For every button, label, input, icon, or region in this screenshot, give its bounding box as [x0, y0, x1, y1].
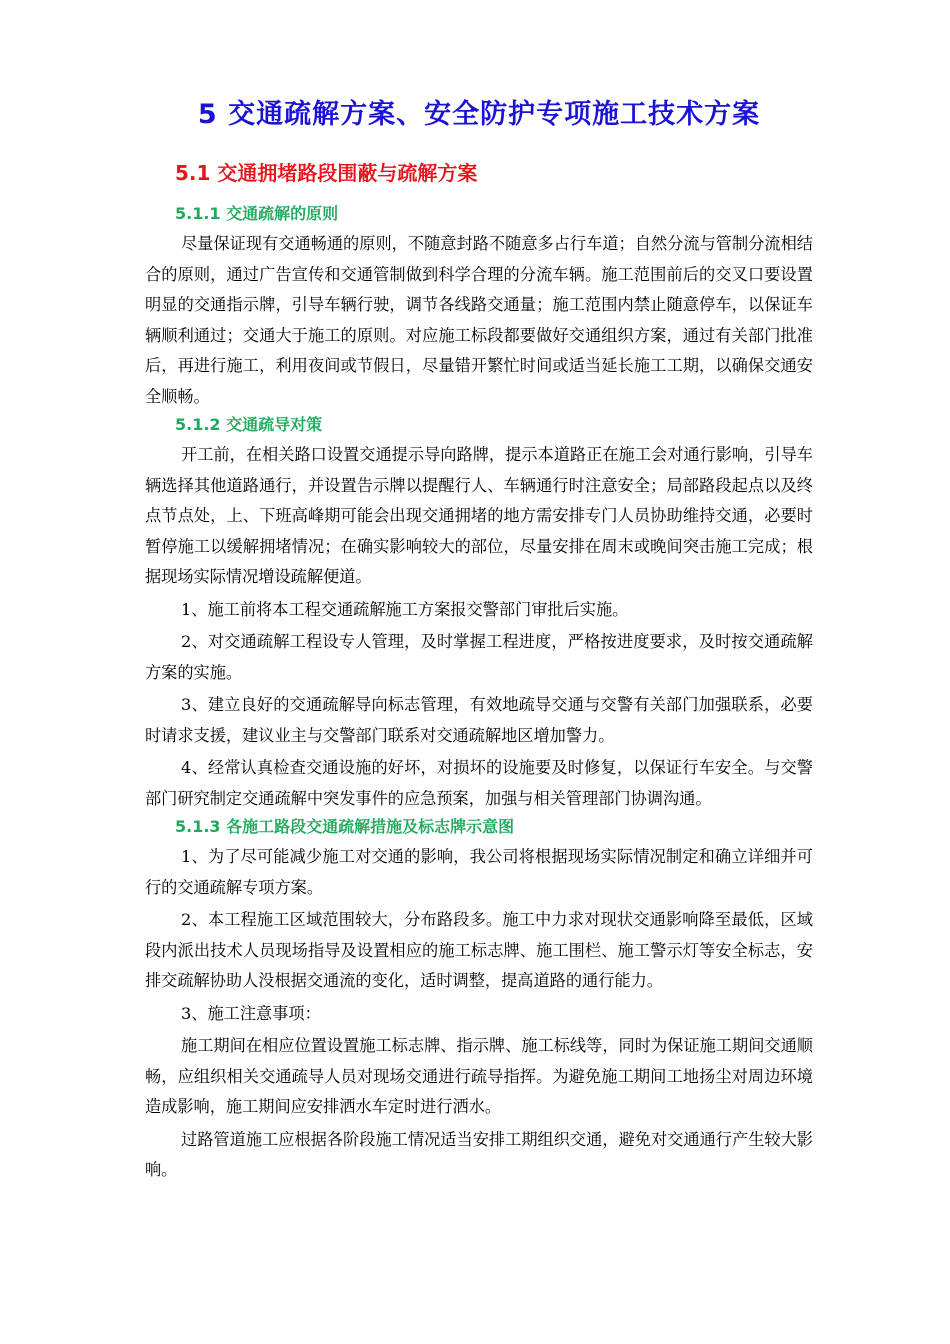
paragraph: 1、施工前将本工程交通疏解施工方案报交警部门审批后实施。 — [181, 599, 629, 619]
subsection-heading-5-1-1: 5.1.1 交通疏解的原则 — [175, 204, 339, 223]
paragraph: 1、为了尽可能减少施工对交通的影响，我公司将根据现场实际情况制定和确立详细并可行的交通疏解专项方案。 — [145, 847, 813, 897]
paragraph: 3、建立良好的交通疏解导向标志管理，有效地疏导交通与交警有关部门加强联系，必要时请求支援，建议业主与交警部门联系对交通疏解地区增加警力。 — [145, 695, 813, 745]
paragraph: 2、本工程施工区域范围较大，分布路段多。施工中力求对现状交通影响降至最低，区域段内派出技术人员现场指导及设置相应的施工标志牌、施工围栏、施工警示灯等安全标志，安排交疏解协助人没根据交通流的变化，适时调整，提高道路的通行能力。 — [145, 910, 813, 990]
paragraph: 开工前，在相关路口设置交通提示导向路牌，提示本道路正在施工会对通行影响，引导车辆选择其他道路通行，并设置告示牌以提醒行人、车辆通行时注意安全；局部路段起点以及终点节点处，上、下班高峰期可能会出现交通拥堵的地方需安排专门人员协助维持交通，必要时暂停施工以缓解拥堵情况；在确实影响较大的部位，尽量安排在周末或晚间突击施工完成；根据现场实际情况增设疏解便道。 — [145, 445, 813, 586]
paragraph: 3、施工注意事项： — [181, 1003, 321, 1023]
document-page — [145, 95, 813, 1186]
paragraph: 施工期间在相应位置设置施工标志牌、指示牌、施工标线等，同时为保证施工期间交通顺畅，应组织相关交通疏导人员对现场交通进行疏导指挥。为避免施工期间工地扬尘对周边环境造成影响，施工期间应安排洒水车定时进行洒水。 — [145, 1036, 813, 1116]
subsection-heading-5-1-3: 5.1.3 各施工路段交通疏解措施及标志牌示意图 — [175, 817, 515, 836]
paragraph: 过路管道施工应根据各阶段施工情况适当安排工期组织交通，避免对交通通行产生较大影响。 — [145, 1129, 813, 1179]
paragraph: 尽量保证现有交通畅通的原则，不随意封路不随意多占行车道；自然分流与管制分流相结合的原则，通过广告宣传和交通管制做到科学合理的分流车辆。施工范围前后的交叉口要设置明显的交通指示牌，引导车辆行驶，调节各线路交通量；施工范围内禁止随意停车，以保证车辆顺利通过；交通大于施工的原则。对应施工标段都要做好交通组织方案，通过有关部门批准后，再进行施工，利用夜间或节假日，尽量错开繁忙时间或适当延长施工工期，以确保交通安全顺畅。 — [145, 234, 813, 406]
paragraph: 2、对交通疏解工程设专人管理，及时掌握工程进度，严格按进度要求，及时按交通疏解方案的实施。 — [145, 632, 813, 682]
paragraph: 4、经常认真检查交通设施的好坏，对损坏的设施要及时修复，以保证行车安全。与交警部门研究制定交通疏解中突发事件的应急预案，加强与相关管理部门协调沟通。 — [145, 758, 813, 808]
document-title: 5 交通疏解方案、安全防护专项施工技术方案 — [197, 99, 761, 130]
subsection-heading-5-1-2: 5.1.2 交通疏导对策 — [175, 415, 323, 434]
section-heading-5-1: 5.1 交通拥堵路段围蔽与疏解方案 — [175, 161, 478, 185]
